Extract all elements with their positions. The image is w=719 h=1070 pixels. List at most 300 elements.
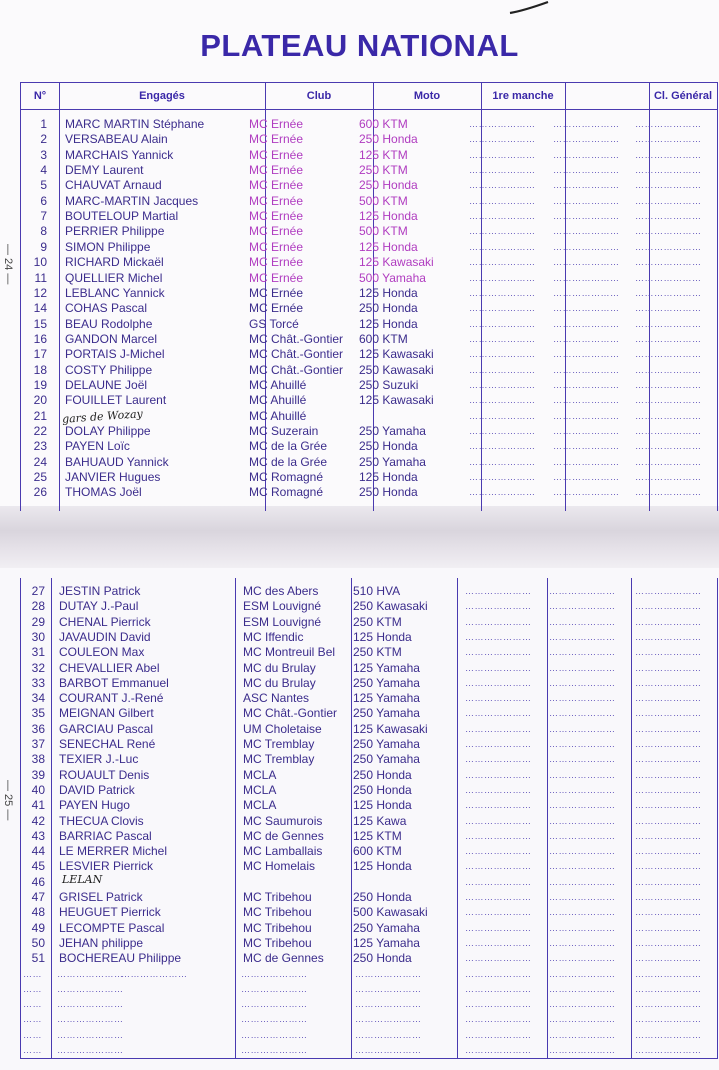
- entry-moto: 125 Yamaha: [353, 935, 420, 950]
- entry-name: CHENAL Pierrick: [59, 614, 151, 629]
- entry-moto: 125 Honda: [359, 239, 418, 254]
- entry-name: GARCIAU Pascal: [59, 721, 154, 736]
- entry-number: 30: [31, 629, 45, 644]
- entry-name: BOUTELOUP Martial: [65, 209, 179, 224]
- entry-moto: 125 Yamaha: [353, 691, 420, 706]
- entry-moto: 250 Honda: [359, 439, 418, 454]
- blank-general: …………………: [635, 1045, 702, 1055]
- entry-number: 47: [31, 890, 45, 904]
- result-blank-1: …………………: [469, 349, 536, 360]
- result-blank-1: …………………: [465, 953, 532, 964]
- blank-club: …………………: [241, 999, 308, 1010]
- entry-club: MC Ahuillé: [249, 393, 307, 408]
- blank-club: …………………: [241, 1029, 308, 1040]
- blank-name: …………………: [57, 999, 124, 1010]
- entry-name: MEIGNAN Gilbert: [59, 706, 154, 721]
- entry-name: DOLAY Philippe: [65, 424, 151, 438]
- blank-number: ……: [23, 1045, 42, 1055]
- entry-club: MC de Gennes: [243, 828, 324, 843]
- result-blank-2: …………………: [553, 472, 620, 483]
- result-blank-2: …………………: [549, 616, 616, 627]
- blank-general: …………………: [635, 1014, 702, 1025]
- entry-name: HEUGUET Pierrick: [59, 905, 161, 920]
- entry-club: MC Ernée: [249, 301, 304, 316]
- table-row: [21, 178, 717, 193]
- result-blank-3: …………………: [635, 287, 702, 298]
- entry-number: 38: [31, 752, 45, 767]
- entry-number: 50: [31, 935, 45, 950]
- result-blank-1: …………………: [465, 784, 532, 795]
- entry-moto: 500 KTM: [359, 193, 408, 208]
- result-blank-2: …………………: [553, 226, 620, 237]
- result-blank-2: …………………: [553, 272, 620, 283]
- entry-moto: 250 Kawasaki: [359, 362, 434, 377]
- blank-general: …………………: [635, 1029, 702, 1040]
- entry-name: JAVAUDIN David: [59, 629, 151, 644]
- blank-number: ……: [23, 983, 42, 994]
- result-blank-2: …………………: [549, 892, 616, 902]
- table-row: [21, 301, 717, 316]
- entry-name: BARRIAC Pascal: [59, 828, 152, 843]
- result-blank-1: …………………: [469, 487, 536, 498]
- blank-moto: …………………: [355, 999, 422, 1010]
- result-blank-3: …………………: [635, 257, 702, 268]
- entry-number: 20: [33, 393, 47, 408]
- blank-name-extra: …………………: [121, 968, 188, 979]
- entry-name: COULEON Max: [59, 645, 145, 660]
- entry-number: 34: [31, 691, 45, 706]
- entry-moto: 125 KTM: [353, 828, 402, 843]
- entry-club: MC Ernée: [249, 163, 304, 178]
- result-blank-3: …………………: [635, 830, 702, 841]
- entry-name: BARBOT Emmanuel: [59, 675, 169, 690]
- result-blank-3: …………………: [635, 846, 702, 857]
- entry-moto: 125 Kawasaki: [353, 721, 428, 736]
- table-row: [21, 347, 717, 362]
- entry-name: DEMY Laurent: [65, 163, 144, 178]
- result-blank-3: …………………: [635, 226, 702, 237]
- entry-moto: 250 KTM: [353, 645, 402, 660]
- blank-name: …………………: [57, 1045, 124, 1055]
- entry-club: MC Tribehou: [243, 920, 312, 935]
- result-blank-1: …………………: [465, 662, 532, 673]
- entry-club: MC Chât.-Gontier: [249, 362, 344, 377]
- table-row: [21, 737, 717, 752]
- entry-club: ESM Louvigné: [243, 599, 322, 614]
- entry-club: MC Tremblay: [243, 737, 315, 751]
- entry-moto: 250 Yamaha: [353, 706, 420, 721]
- blank-manche-2: …………………: [549, 1045, 616, 1055]
- result-blank-1: …………………: [465, 601, 532, 612]
- result-blank-1: …………………: [469, 303, 536, 314]
- result-blank-2: …………………: [553, 287, 620, 298]
- result-blank-2: …………………: [549, 723, 616, 734]
- result-blank-1: …………………: [469, 241, 536, 252]
- entry-name: MARCHAIS Yannick: [65, 147, 174, 162]
- entry-name: MARC-MARTIN Jacques: [65, 193, 199, 208]
- entry-moto: 600 KTM: [359, 331, 408, 346]
- entries-table-top: [20, 82, 718, 511]
- blank-club: …………………: [241, 1045, 308, 1055]
- result-blank-3: …………………: [635, 364, 702, 375]
- entry-moto: 500 Kawasaki: [353, 905, 428, 920]
- entry-club: MC du Brulay: [243, 675, 316, 690]
- blank-moto: …………………: [355, 968, 422, 979]
- blank-manche-2: …………………: [549, 1029, 616, 1040]
- blank-name: …………………: [57, 983, 124, 994]
- entry-club: MC Ernée: [249, 178, 304, 193]
- result-blank-2: …………………: [549, 815, 616, 826]
- result-blank-1: …………………: [469, 119, 536, 129]
- entry-club: MC Ernée: [249, 209, 304, 224]
- entry-name: PAYEN Loïc: [65, 439, 130, 454]
- entries-table-bottom: [20, 578, 718, 1059]
- result-blank-1: …………………: [465, 723, 532, 734]
- entry-moto: 125 Honda: [353, 798, 412, 813]
- result-blank-3: …………………: [635, 134, 702, 145]
- table-row: [21, 951, 717, 966]
- result-blank-1: …………………: [469, 165, 536, 176]
- entry-moto: 250 Honda: [353, 782, 412, 797]
- entry-number: 14: [33, 301, 47, 316]
- entry-number: 10: [33, 255, 47, 270]
- result-blank-2: …………………: [549, 739, 616, 749]
- entry-moto: 125 Kawasaki: [359, 393, 434, 408]
- entry-number: 31: [31, 645, 45, 660]
- table-header: [21, 83, 717, 110]
- result-blank-3: …………………: [635, 441, 702, 452]
- blank-club: …………………: [241, 968, 308, 979]
- entry-name: SENECHAL René: [59, 737, 156, 751]
- result-blank-1: …………………: [469, 456, 536, 467]
- result-blank-1: …………………: [465, 815, 532, 826]
- page-number-24: — 24 —: [2, 244, 14, 285]
- entry-name: BOCHEREAU Philippe: [59, 951, 182, 966]
- result-blank-3: …………………: [635, 693, 702, 704]
- table-row: [21, 936, 717, 951]
- result-blank-2: …………………: [549, 586, 616, 596]
- result-blank-1: …………………: [469, 211, 536, 222]
- result-blank-2: …………………: [549, 846, 616, 857]
- result-blank-3: …………………: [635, 349, 702, 360]
- entry-moto: 250 Yamaha: [353, 752, 420, 767]
- result-blank-1: …………………: [469, 272, 536, 283]
- result-blank-3: …………………: [635, 907, 702, 918]
- entry-club: MC Ernée: [249, 270, 304, 285]
- entry-number: 35: [31, 706, 45, 721]
- handwritten-note-21: gars de Wozay: [61, 407, 144, 426]
- result-blank-2: …………………: [553, 456, 620, 467]
- entry-moto: 250 Honda: [353, 890, 412, 904]
- table-row: [21, 859, 717, 874]
- entry-number: 4: [40, 163, 47, 178]
- result-blank-3: …………………: [635, 272, 702, 283]
- result-blank-2: …………………: [549, 677, 616, 688]
- entry-club: MC Saumurois: [243, 813, 323, 828]
- result-blank-3: …………………: [635, 456, 702, 467]
- entry-name: THOMAS Joël: [65, 485, 142, 500]
- entry-moto: 125 Honda: [359, 209, 418, 224]
- result-blank-3: …………………: [635, 586, 702, 596]
- entry-club: MC Ernée: [249, 193, 304, 208]
- result-blank-3: …………………: [635, 211, 702, 222]
- table-row: [21, 676, 717, 691]
- entry-moto: 250 Honda: [359, 132, 418, 147]
- table-row: [21, 317, 717, 332]
- table-row: [21, 829, 717, 844]
- result-blank-2: …………………: [553, 349, 620, 360]
- result-blank-2: …………………: [553, 333, 620, 344]
- result-blank-2: …………………: [553, 119, 620, 129]
- entry-moto: 250 Honda: [359, 485, 418, 500]
- entry-name: DAVID Patrick: [59, 782, 135, 797]
- table-row: [21, 814, 717, 829]
- result-blank-3: …………………: [635, 754, 702, 765]
- blank-row: [21, 967, 717, 982]
- entry-club: MC Ernée: [249, 224, 304, 239]
- entry-number: 9: [40, 239, 47, 254]
- result-blank-1: …………………: [469, 134, 536, 145]
- result-blank-2: …………………: [553, 149, 620, 160]
- entry-club: MC de Gennes: [243, 951, 324, 966]
- entry-name: CHAUVAT Arnaud: [65, 178, 162, 193]
- result-blank-1: …………………: [465, 937, 532, 948]
- entry-name: PAYEN Hugo: [59, 798, 130, 813]
- entry-name: COURANT J.-René: [59, 691, 164, 706]
- pen-stroke-icon: [508, 0, 552, 16]
- table-row: [21, 194, 717, 209]
- entry-number: 27: [31, 584, 45, 598]
- result-blank-3: …………………: [635, 876, 702, 887]
- table-row: [21, 905, 717, 920]
- result-blank-1: …………………: [469, 379, 536, 390]
- table-row: [21, 286, 717, 301]
- entry-name: PERRIER Philippe: [65, 224, 165, 239]
- entry-moto: 125 Honda: [359, 285, 418, 300]
- table-row: [21, 439, 717, 454]
- blank-manche-1: …………………: [465, 983, 532, 994]
- result-blank-2: …………………: [549, 922, 616, 933]
- entry-name: FOUILLET Laurent: [65, 393, 167, 408]
- entry-number: 5: [40, 178, 47, 193]
- entry-name: ROUAULT Denis: [59, 767, 150, 782]
- result-blank-3: …………………: [635, 318, 702, 329]
- result-blank-3: …………………: [635, 426, 702, 436]
- entry-club: MC Chât.-Gontier: [249, 331, 344, 346]
- result-blank-2: …………………: [549, 953, 616, 964]
- entry-number: 19: [33, 377, 47, 392]
- entry-number: 37: [31, 737, 45, 751]
- blank-manche-1: …………………: [465, 1029, 532, 1040]
- result-blank-2: …………………: [553, 195, 620, 206]
- table-row: [21, 890, 717, 905]
- entry-number: 15: [33, 316, 47, 331]
- result-blank-2: …………………: [549, 769, 616, 780]
- entry-number: 40: [31, 782, 45, 797]
- result-blank-2: …………………: [553, 318, 620, 329]
- entry-number: 39: [31, 767, 45, 782]
- entry-name: VERSABEAU Alain: [65, 132, 168, 147]
- table-row: [21, 783, 717, 798]
- table-row: [21, 378, 717, 393]
- table-row: [21, 163, 717, 178]
- result-blank-2: …………………: [549, 861, 616, 872]
- entry-name: BAHUAUD Yannick: [65, 454, 169, 469]
- header-club: Club: [306, 90, 332, 102]
- result-blank-1: …………………: [465, 693, 532, 704]
- blank-moto: …………………: [355, 1029, 422, 1040]
- header-general: Cl. Général: [653, 90, 713, 102]
- blank-manche-2: …………………: [549, 999, 616, 1010]
- entry-name: JEHAN philippe: [59, 935, 144, 950]
- header-number: N°: [33, 90, 47, 102]
- result-blank-2: …………………: [549, 937, 616, 948]
- blank-general: …………………: [635, 983, 702, 994]
- entry-moto: 500 Yamaha: [359, 270, 426, 285]
- result-blank-1: …………………: [469, 195, 536, 206]
- page-number-25: — 25 —: [2, 780, 14, 821]
- entry-number: 26: [33, 485, 47, 500]
- entry-moto: 125 Honda: [353, 859, 412, 874]
- entry-number: 11: [34, 270, 47, 285]
- entry-moto: 250 Suzuki: [359, 377, 419, 392]
- result-blank-2: …………………: [553, 303, 620, 314]
- table-row: [21, 470, 717, 485]
- result-blank-3: …………………: [635, 195, 702, 206]
- entry-name: QUELLIER Michel: [65, 270, 163, 285]
- result-blank-1: …………………: [465, 739, 532, 749]
- table-row: [21, 875, 717, 890]
- entry-club: ASC Nantes: [243, 691, 310, 706]
- table-row: [21, 768, 717, 783]
- result-blank-1: …………………: [465, 769, 532, 780]
- entry-number: 17: [33, 347, 47, 362]
- entry-name: COSTY Philippe: [65, 362, 153, 377]
- result-blank-2: …………………: [553, 379, 620, 390]
- result-blank-2: …………………: [549, 631, 616, 642]
- entry-number: 16: [33, 331, 47, 346]
- entry-club: MC de la Grée: [249, 454, 328, 469]
- table-row: [21, 844, 717, 859]
- entry-moto: 250 Yamaha: [353, 737, 420, 751]
- result-blank-3: …………………: [635, 784, 702, 795]
- result-blank-1: …………………: [465, 861, 532, 872]
- blank-moto: …………………: [355, 1045, 422, 1055]
- entry-number: 8: [40, 224, 47, 239]
- result-blank-2: …………………: [553, 410, 620, 421]
- entry-club: MC Iffendic: [243, 629, 304, 644]
- table-row: [21, 209, 717, 224]
- entry-club: MC Romagné: [249, 470, 324, 485]
- result-blank-3: …………………: [635, 410, 702, 421]
- entry-club: MC Montreuil Bel: [243, 645, 336, 660]
- result-blank-2: …………………: [553, 364, 620, 375]
- result-blank-1: …………………: [465, 586, 532, 596]
- result-blank-3: …………………: [635, 601, 702, 612]
- entry-number: 6: [40, 193, 47, 208]
- blank-manche-2: …………………: [549, 983, 616, 994]
- entry-moto: 250 Yamaha: [359, 424, 426, 438]
- entry-moto: 600 KTM: [359, 117, 408, 131]
- result-blank-3: …………………: [635, 937, 702, 948]
- result-blank-1: …………………: [469, 318, 536, 329]
- entry-moto: 250 Yamaha: [359, 454, 426, 469]
- entry-number: 12: [33, 285, 47, 300]
- result-blank-1: …………………: [465, 846, 532, 857]
- result-blank-1: …………………: [465, 922, 532, 933]
- entry-name: BEAU Rodolphe: [65, 316, 153, 331]
- result-blank-1: …………………: [469, 426, 536, 436]
- result-blank-3: …………………: [635, 662, 702, 673]
- result-blank-3: …………………: [635, 815, 702, 826]
- result-blank-3: …………………: [635, 616, 702, 627]
- entry-moto: 510 HVA: [353, 584, 401, 598]
- result-blank-1: …………………: [469, 180, 536, 191]
- table-row: [21, 752, 717, 767]
- entry-number: 49: [31, 920, 45, 935]
- blank-name: …………………: [57, 968, 124, 979]
- result-blank-2: …………………: [549, 662, 616, 673]
- entry-club: MC Ernée: [249, 132, 304, 147]
- result-blank-2: …………………: [549, 907, 616, 918]
- result-blank-1: …………………: [469, 364, 536, 375]
- result-blank-3: …………………: [635, 739, 702, 749]
- table-row: [21, 224, 717, 239]
- result-blank-1: …………………: [469, 287, 536, 298]
- result-blank-3: …………………: [635, 119, 702, 129]
- entry-moto: 250 KTM: [353, 614, 402, 629]
- entry-moto: 250 Honda: [353, 951, 412, 966]
- entry-name: PORTAIS J-Michel: [65, 347, 165, 362]
- entry-club: MC du Brulay: [243, 660, 316, 675]
- result-blank-2: …………………: [549, 693, 616, 704]
- table-row: [21, 706, 717, 721]
- table-row: [21, 485, 717, 500]
- result-blank-2: …………………: [553, 165, 620, 176]
- blank-row: [21, 1012, 717, 1027]
- table-row: [21, 455, 717, 470]
- entry-club: MC Tribehou: [243, 890, 312, 904]
- result-blank-1: …………………: [465, 907, 532, 918]
- entry-club: MC Suzerain: [249, 424, 319, 438]
- entry-name: CHEVALLIER Abel: [59, 660, 160, 675]
- entry-club: MC Ahuillé: [249, 377, 307, 392]
- result-blank-3: …………………: [635, 631, 702, 642]
- entry-number: 46: [31, 874, 45, 889]
- entry-moto: 125 Kawasaki: [359, 255, 434, 270]
- table-row: [21, 255, 717, 270]
- page-fold: [0, 506, 719, 568]
- blank-number: ……: [23, 1029, 42, 1040]
- entry-moto: 250 Yamaha: [353, 675, 420, 690]
- entry-moto: 125 Honda: [353, 629, 412, 644]
- result-blank-1: …………………: [469, 395, 536, 406]
- entry-name: LEBLANC Yannick: [65, 285, 165, 300]
- entry-club: MC Ahuillé: [249, 408, 307, 423]
- entry-name: LE MERRER Michel: [59, 844, 168, 859]
- table-row: [21, 271, 717, 286]
- entry-club: MC Ernée: [249, 255, 304, 270]
- entry-moto: 250 Kawasaki: [353, 599, 428, 614]
- result-blank-2: …………………: [553, 426, 620, 436]
- result-blank-3: …………………: [635, 769, 702, 780]
- entry-name: JESTIN Patrick: [59, 584, 141, 598]
- result-blank-1: …………………: [469, 149, 536, 160]
- blank-row: [21, 1028, 717, 1043]
- entry-moto: 250 Honda: [353, 767, 412, 782]
- page-title: PLATEAU NATIONAL: [200, 28, 519, 63]
- result-blank-3: …………………: [635, 303, 702, 314]
